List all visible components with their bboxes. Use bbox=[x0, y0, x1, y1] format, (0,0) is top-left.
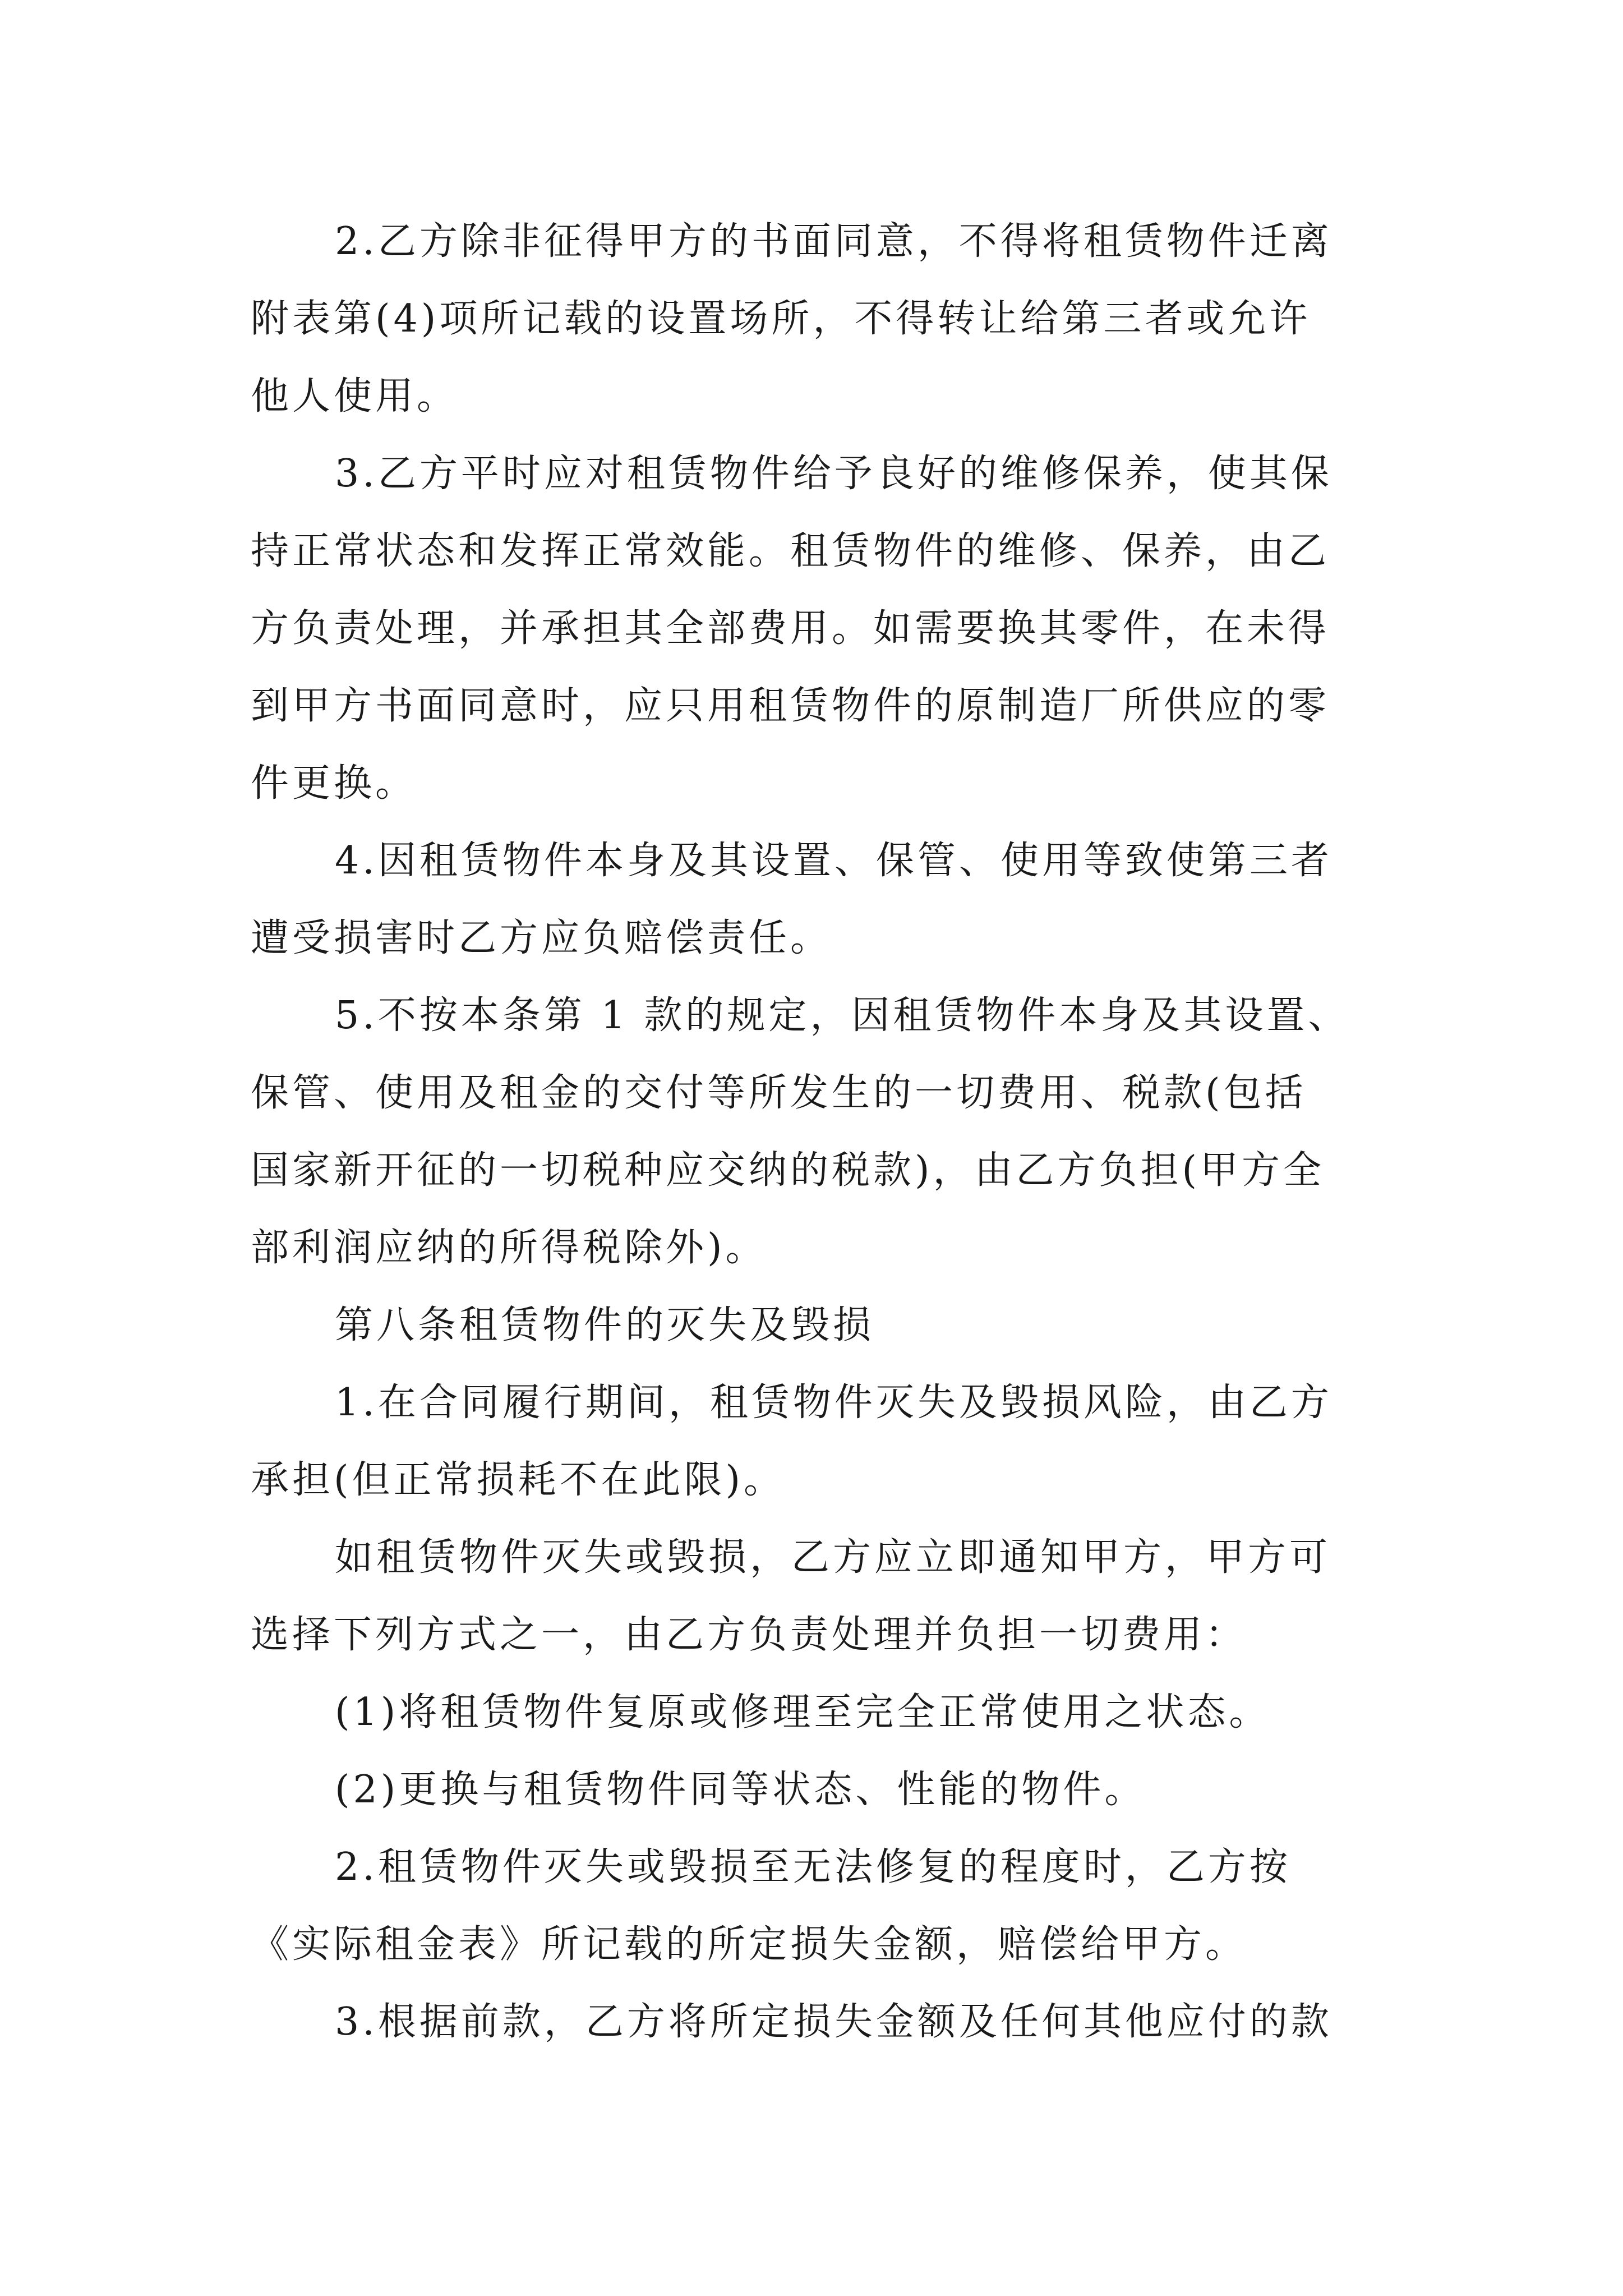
document-body bbox=[251, 203, 1395, 2061]
text-line: 部利润应纳的所得税除外)。 bbox=[251, 1226, 767, 1270]
text-line: 2.租赁物件灭失或毁损至无法修复的程度时，乙方按 bbox=[335, 1845, 1291, 1889]
text-line: 方负责处理，并承担其全部费用。如需要换其零件，在未得 bbox=[251, 606, 1330, 651]
text-line: 保管、使用及租金的交付等所发生的一切费用、税款(包括 bbox=[251, 1071, 1307, 1115]
text-line: 3.乙方平时应对租赁物件给予良好的维修保养，使其保 bbox=[335, 452, 1332, 496]
text-line: 到甲方书面同意时，应只用租赁物件的原制造厂所供应的零 bbox=[251, 684, 1330, 728]
text-line: 4.因租赁物件本身及其设置、保管、使用等致使第三者 bbox=[335, 839, 1332, 883]
section-heading: 第八条租赁物件的灭失及毁损 bbox=[335, 1303, 875, 1347]
text-line: (1)将租赁物件复原或修理至完全正常使用之状态。 bbox=[335, 1690, 1271, 1734]
text-line: 附表第(4)项所记载的设置场所，不得转让给第三者或允许 bbox=[251, 297, 1311, 341]
text-line: 5.不按本条第 1 款的规定，因租赁物件本身及其设置、 bbox=[335, 993, 1350, 1038]
text-line: 3.根据前款，乙方将所定损失金额及任何其他应付的款 bbox=[335, 2000, 1332, 2044]
text-line: 件更换。 bbox=[251, 761, 417, 806]
text-line: 承担(但正常损耗不在此限)。 bbox=[251, 1458, 786, 1502]
text-line: (2)更换与租赁物件同等状态、性能的物件。 bbox=[335, 1768, 1146, 1812]
text-line: 2.乙方除非征得甲方的书面同意，不得将租赁物件迁离 bbox=[335, 219, 1332, 264]
text-line: 持正常状态和发挥正常效能。租赁物件的维修、保养，由乙 bbox=[251, 529, 1330, 573]
text-line: 如租赁物件灭失或毁损，乙方应立即通知甲方，甲方可 bbox=[335, 1535, 1331, 1580]
text-line: 他人使用。 bbox=[251, 374, 459, 418]
text-line: 《实际租金表》所记载的所定损失金额，赔偿给甲方。 bbox=[251, 1922, 1247, 1967]
text-line: 遭受损害时乙方应负赔偿责任。 bbox=[251, 916, 832, 960]
text-line: 国家新开征的一切税种应交纳的税款)，由乙方负担(甲方全 bbox=[251, 1148, 1325, 1193]
text-line: 选择下列方式之一，由乙方负责处理并负担一切费用： bbox=[251, 1613, 1247, 1657]
text-line: 1.在合同履行期间，租赁物件灭失及毁损风险，由乙方 bbox=[335, 1381, 1332, 1425]
